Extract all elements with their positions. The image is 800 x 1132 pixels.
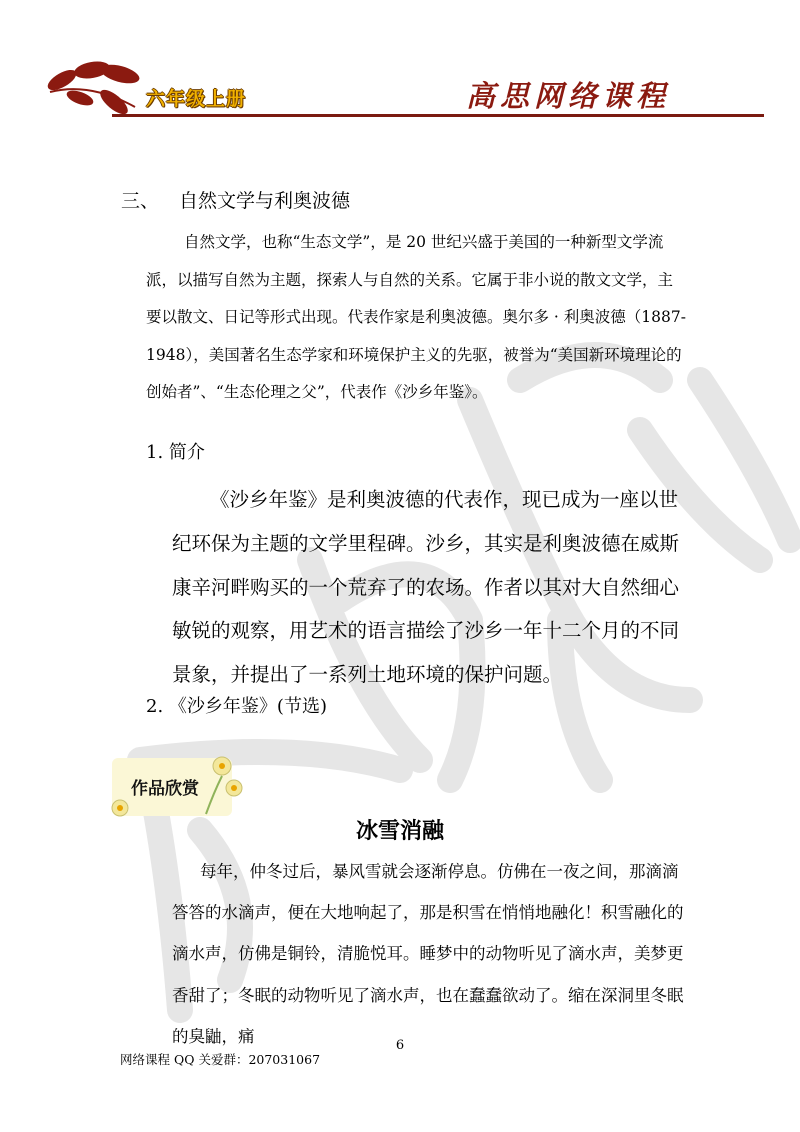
grade-label: 六年级上册 [146,88,247,110]
summary-text: 《沙乡年鉴》是利奥波德的代表作，现已成为一座以世纪环保为主题的文学里程碑。沙乡，其实是利奥波德在威斯康辛河畔购买的一个荒弃了的农场。作者以其对大自然细心敏锐的观察，用艺术的语言描绘了沙乡一年十二个月的不同景象，并提出了一系列土地环境的保护问题。 [172,488,680,687]
intro-text: 自然文学，也称“生态文学”，是 20 世纪兴盛于美国的一种新型文学流派，以描写自然为主题，探索人与自然的关系。它属于非小说的散文文学，主要以散文、日记等形式出现。代表作家是利奥波德。奥尔多 · 利奥波德（1887-1948），美国著名生态学家和环境保护主义的先驱，被誉为“美国新环境理论的创始者”、“生态伦理之父”，代表作《沙乡年鉴》。 [146,233,686,401]
subsection-number: 2. [146,696,164,717]
subsection-number: 1. [146,442,164,463]
brand-title: 高思网络课程 [466,79,671,113]
section-number: 三、 [121,190,160,212]
essay-title: 冰雪消融 [355,819,444,844]
page-number: 6 [395,1038,405,1053]
subsection-heading-1 [146,438,205,464]
subsection-heading-2 [146,692,327,718]
footer-note: 网络课程 QQ 关爱群：207031067 [120,1052,321,1067]
subsection-title: 《沙乡年鉴》(节选) [168,696,327,717]
essay-paragraph [172,851,684,1057]
section-heading [121,186,350,213]
summary-paragraph [172,478,682,697]
section-title: 自然文学与利奥波德 [179,190,351,212]
subsection-title: 简介 [168,442,205,463]
intro-paragraph [146,224,686,412]
badge-label: 作品欣赏 [131,779,199,799]
essay-text: 每年，仲冬过后，暴风雪就会逐渐停息。仿佛在一夜之间，那滴滴答答的水滴声，便在大地响起了，那是积雪在悄悄地融化！积雪融化的滴水声，仿佛是铜铃，清脆悦耳。睡梦中的动物听见了滴水声，美梦更香甜了；冬眠的动物听见了滴水声，也在蠢蠢欲动了。缩在深洞里冬眠的臭鼬，痛 [172,862,684,1046]
